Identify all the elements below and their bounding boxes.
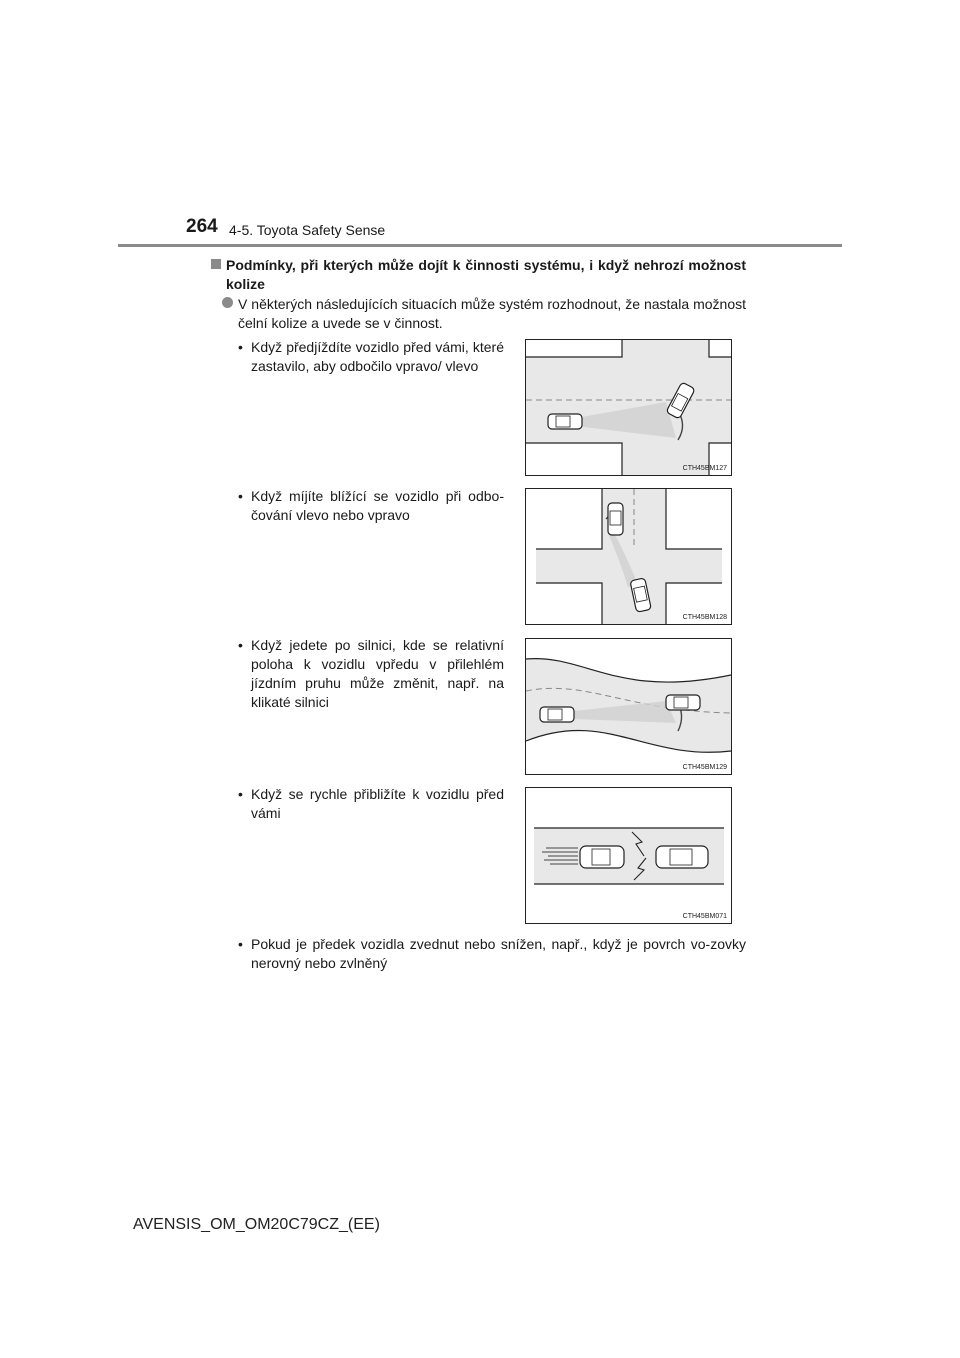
situation-text: Když se rychle přibližíte k vozidlu před vámi <box>251 786 504 821</box>
situation-item <box>238 636 504 712</box>
bullet: • <box>238 637 243 653</box>
situation-text: Když míjíte blížící se vozidlo při odbo-čování vlevo nebo vpravo <box>251 488 504 523</box>
illustration-oncoming-turn <box>525 488 732 625</box>
illustration-winding-road <box>525 638 732 775</box>
illustration-rapid-approach <box>525 787 732 924</box>
situation-item <box>238 338 504 376</box>
oncoming-turn-diagram <box>526 489 731 624</box>
bullet: • <box>238 339 243 355</box>
overtaking-diagram <box>526 340 731 475</box>
section-title: 4-5. Toyota Safety Sense <box>229 222 386 238</box>
intro-paragraph <box>222 295 746 333</box>
situation-item <box>238 935 746 973</box>
figure-code: CTH45BM127 <box>682 465 727 472</box>
situation-text: Pokud je předek vozidla zvednut nebo snížen, např., když je povrch vo-zovky nerovný nebo zvlněný <box>251 936 746 971</box>
condition-heading <box>211 256 746 294</box>
bullet: • <box>238 488 243 504</box>
square-bullet-icon <box>211 259 221 269</box>
intro-text: V některých následujících situacích může systém rozhodnout, že nastala možnost čelní kolize a uvede se v činnost. <box>238 296 746 331</box>
figure-code: CTH45BM129 <box>682 764 727 771</box>
figure-code: CTH45BM128 <box>682 614 727 621</box>
circle-bullet-icon <box>222 297 233 308</box>
figure-code: CTH45BM071 <box>682 913 727 920</box>
situation-text: Když předjíždíte vozidlo před vámi, které zastavilo, aby odbočilo vpravo/ vlevo <box>251 339 504 374</box>
header-divider <box>118 244 842 247</box>
situation-item <box>238 487 504 525</box>
document-code-footer: AVENSIS_OM_OM20C79CZ_(EE) <box>133 1216 380 1233</box>
winding-road-diagram <box>526 639 731 774</box>
situation-text: Když jedete po silnici, kde se relativní poloha k vozidlu vpředu v přilehlém jízdním pruhu může změnit, např. na klikaté silnici <box>251 637 504 710</box>
page-number: 264 <box>186 216 218 237</box>
bullet: • <box>238 936 243 952</box>
heading-text: Podmínky, při kterých může dojít k činnosti systému, i když nehrozí možnost kolize <box>226 257 746 292</box>
illustration-overtaking <box>525 339 732 476</box>
situation-item <box>238 785 504 823</box>
rapid-approach-diagram <box>526 788 731 923</box>
bullet: • <box>238 786 243 802</box>
